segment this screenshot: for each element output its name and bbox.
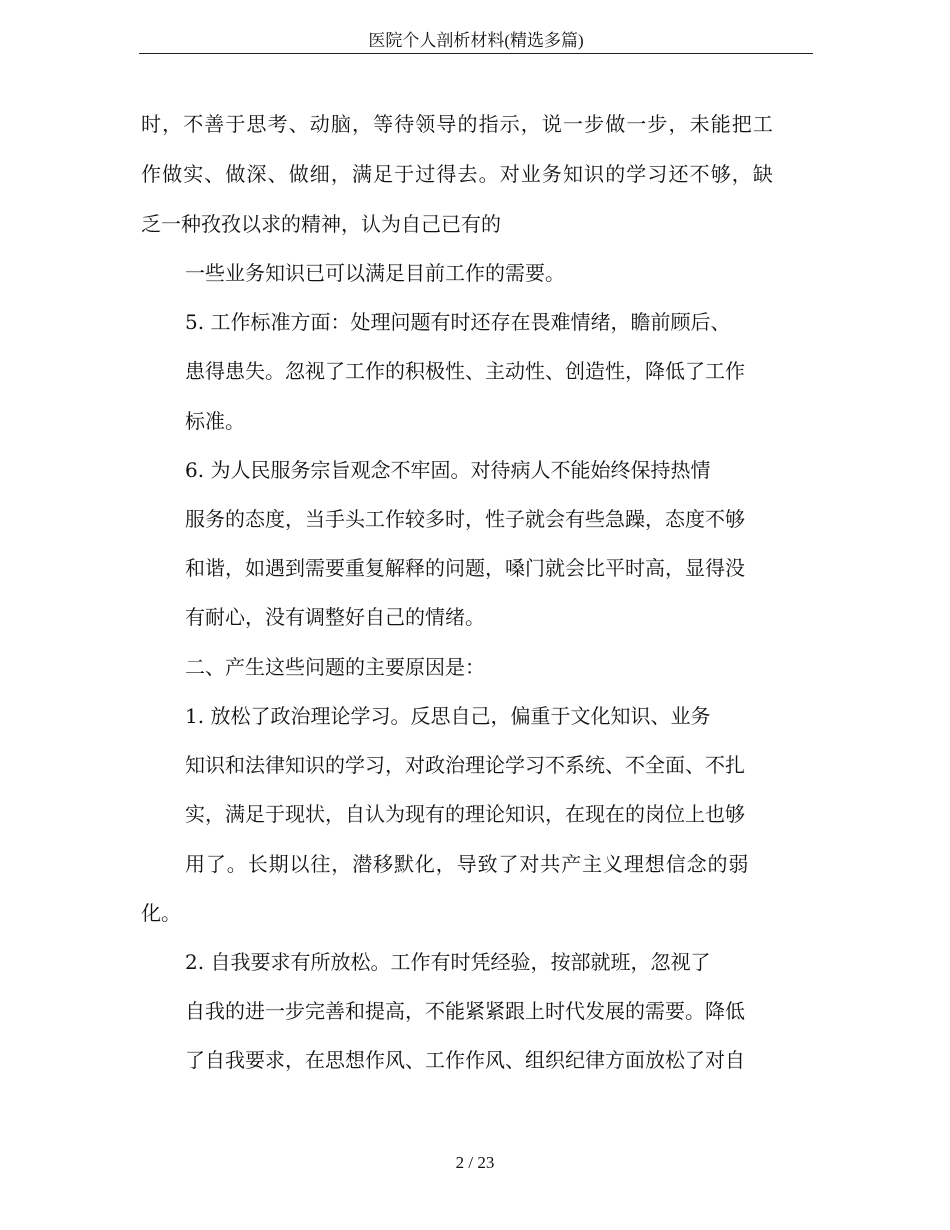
text-line: 6. 为人民服务宗旨观念不牢固。对待病人不能始终保持热情 (185, 458, 711, 482)
text-line: 化。 (141, 901, 181, 925)
text-line: 自我的进一步完善和提高，不能紧紧跟上时代发展的需要。降低 (185, 999, 745, 1023)
text-line: 患得患失。忽视了工作的积极性、主动性、创造性，降低了工作 (185, 359, 745, 383)
text-line: 服务的态度，当手头工作较多时，性子就会有些急躁，态度不够 (185, 507, 745, 531)
text-line: 标准。 (185, 409, 245, 433)
text-line: 2. 自我要求有所放松。工作有时凭经验，按部就班，忽视了 (185, 950, 711, 974)
text-line: 知识和法律知识的学习，对政治理论学习不系统、不全面、不扎 (185, 753, 745, 777)
page-number: 2 / 23 (455, 1153, 495, 1172)
text-line: 用了。长期以往，潜移默化，导致了对共产主义理想信念的弱 (185, 852, 750, 876)
text-line: 5. 工作标准方面：处理问题有时还存在畏难情绪，瞻前顾后、 (185, 310, 731, 334)
text-line: 二、产生这些问题的主要原因是： (185, 655, 485, 679)
text-line: 了自我要求，在思想作风、工作作风、组织纪律方面放松了对自 (185, 1048, 745, 1072)
text-line: 一些业务知识已可以满足目前工作的需要。 (185, 261, 565, 285)
text-line: 实，满足于现状，自认为现有的理论知识，在现在的岗位上也够 (185, 802, 745, 826)
page-header-title: 医院个人剖析材料(精选多篇) (368, 31, 584, 50)
text-line: 时，不善于思考、动脑，等待领导的指示，说一步做一步，未能把工 (141, 112, 774, 136)
text-line: 1. 放松了政治理论学习。反思自己，偏重于文化知识、业务 (185, 704, 711, 728)
text-line: 作做实、做深、做细，满足于过得去。对业务知识的学习还不够，缺 (141, 162, 774, 186)
text-line: 和谐，如遇到需要重复解释的问题，嗓门就会比平时高，显得没 (185, 556, 745, 580)
text-line: 有耐心，没有调整好自己的情绪。 (185, 605, 485, 629)
text-line: 乏一种孜孜以求的精神，认为自己已有的 (141, 212, 501, 236)
